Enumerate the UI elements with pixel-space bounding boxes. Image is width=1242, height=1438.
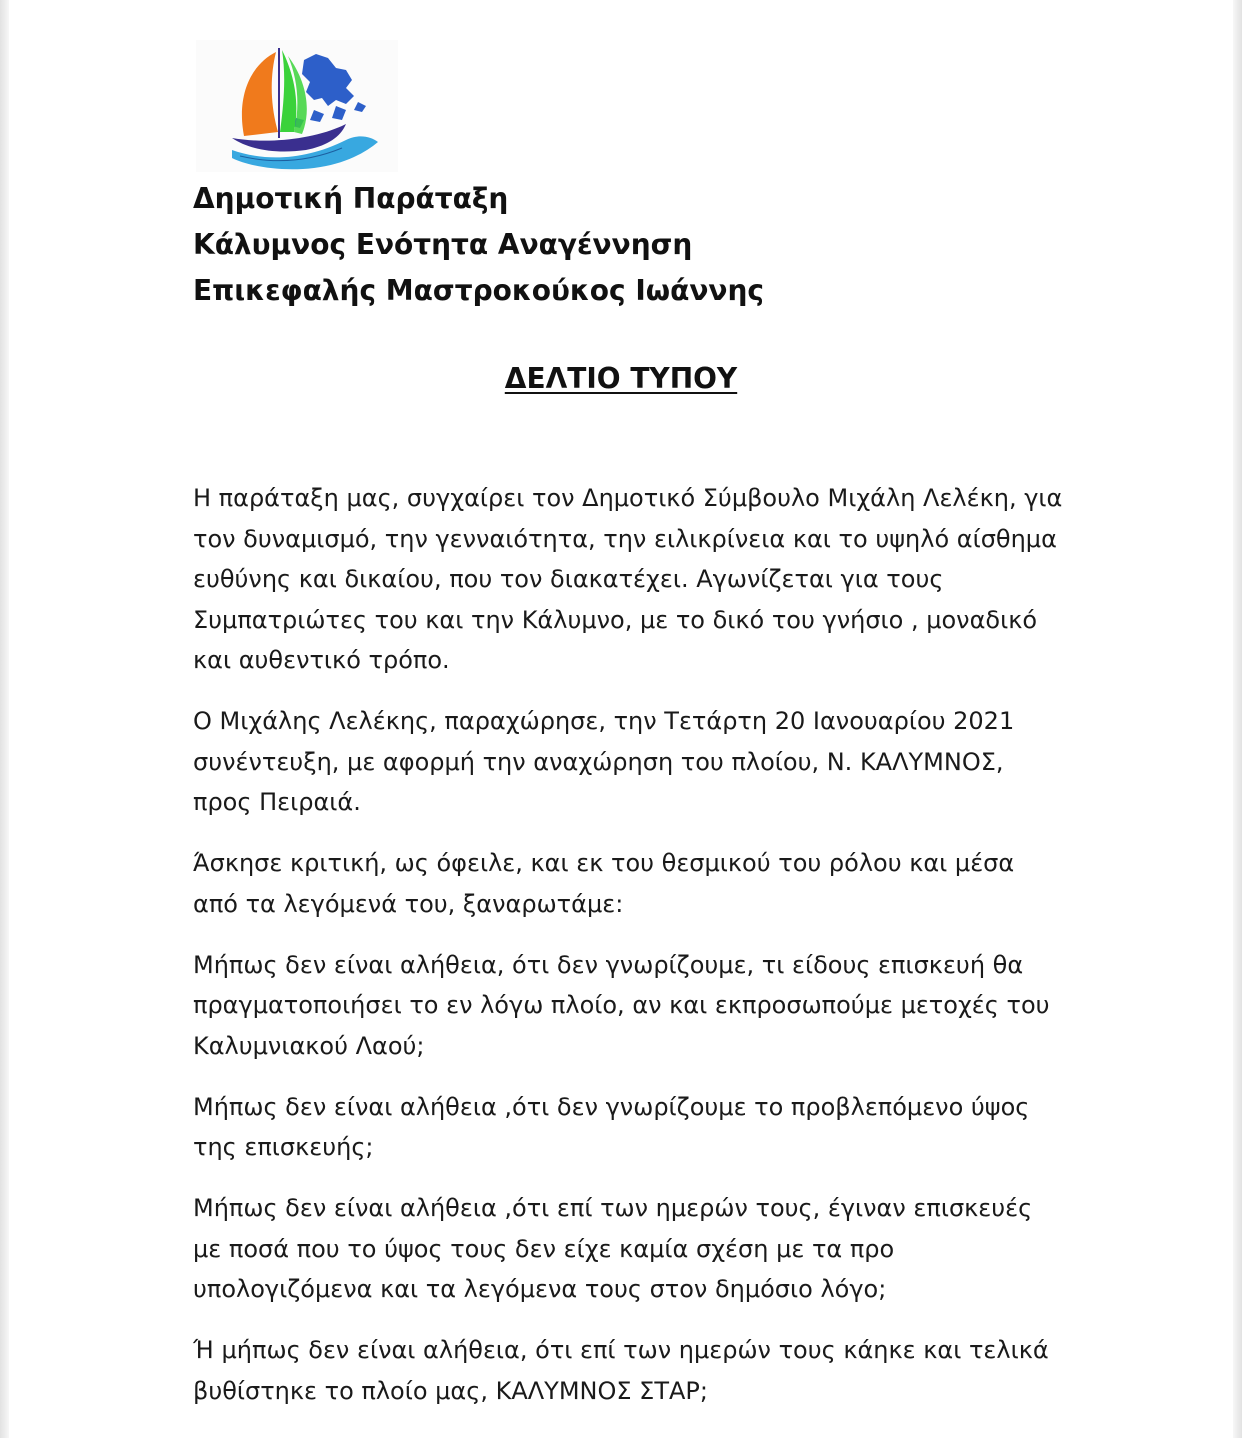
party-header	[193, 176, 764, 314]
text-line: βυθίστηκε το πλοίο μας, ΚΑΛΥΜΝΟΣ ΣΤΑΡ;	[193, 1376, 708, 1405]
text-line: τον δυναμισμό, την γενναιότητα, την ειλικρίνεια και το υψηλό αίσθημα	[193, 524, 1057, 553]
header-party-name: Κάλυμνος Ενότητα Αναγέννηση	[193, 228, 693, 261]
text-line: Συμπατριώτες του και την Κάλυμνο, με το δικό του γνήσιο , μοναδικό	[193, 605, 1038, 634]
header-party-type: Δημοτική Παράταξη	[193, 182, 509, 215]
text-line: Μήπως δεν είναι αλήθεια ,ότι επί των ημερών τους, έγιναν επισκευές	[193, 1194, 1033, 1222]
page-edge-left	[0, 0, 9, 1438]
text-line: της επισκευής;	[193, 1133, 374, 1161]
text-line: υπολογιζόμενα και τα λεγόμενα τους στον δημόσιο λόγο;	[193, 1275, 887, 1303]
text-line: με ποσά που το ύψος τους δεν είχε καμία σχέση με τα προ	[193, 1234, 895, 1263]
page-edge-right	[1233, 0, 1242, 1438]
text-line: Μήπως δεν είναι αλήθεια ,ότι δεν γνωρίζουμε το προβλεπόμενο ύψος	[193, 1092, 1030, 1121]
sailboat-logo-icon	[196, 40, 398, 172]
text-line: Ή μήπως δεν είναι αλήθεια, ότι επί των ημερών τους κάηκε και τελικά	[193, 1336, 1049, 1364]
text-line: Καλυμνιακού Λαού;	[193, 1031, 425, 1060]
paragraph	[193, 1087, 1063, 1168]
text-line: Η παράταξη μας, συγχαίρει τον Δημοτικό Σύμβουλο Μιχάλη Λελέκη, για	[193, 484, 1063, 512]
text-line: και αυθεντικό τρόπο.	[193, 646, 450, 674]
header-party-leader: Επικεφαλής Μαστροκούκος Ιωάννης	[193, 274, 765, 307]
text-line: προς Πειραιά.	[193, 788, 361, 816]
paragraph	[193, 478, 1063, 681]
text-line: Άσκησε κριτική, ως όφειλε, και εκ του θεσμικού του ρόλου και μέσα	[193, 849, 1015, 877]
paragraph	[193, 1330, 1063, 1411]
paragraph	[193, 945, 1063, 1067]
text-line: Ο Μιχάλης Λελέκης, παραχώρησε, την Τετάρτη 20 Ιανουαρίου 2021	[193, 707, 1015, 735]
press-release-title: ΔΕΛΤΙΟ ΤΥΠΟΥ	[504, 362, 738, 395]
text-line: από τα λεγόμενά του, ξαναρωτάμε:	[193, 889, 624, 918]
text-line: ευθύνης και δικαίου, που τον διακατέχει. Αγωνίζεται για τους	[193, 565, 944, 593]
paragraph	[193, 701, 1063, 823]
text-line: συνέντευξη, με αφορμή την αναχώρηση του πλοίου, Ν. ΚΑΛΥΜΝΟΣ,	[193, 747, 1004, 776]
document-body	[193, 478, 1063, 1432]
text-line: πραγματοποιήσει το εν λόγω πλοίο, αν και εκπροσωπούμε μετοχές του	[193, 991, 1050, 1019]
text-line: Μήπως δεν είναι αλήθεια, ότι δεν γνωρίζουμε, τι είδους επισκευή θα	[193, 950, 1024, 979]
paragraph	[193, 1188, 1063, 1310]
paragraph	[193, 843, 1063, 924]
